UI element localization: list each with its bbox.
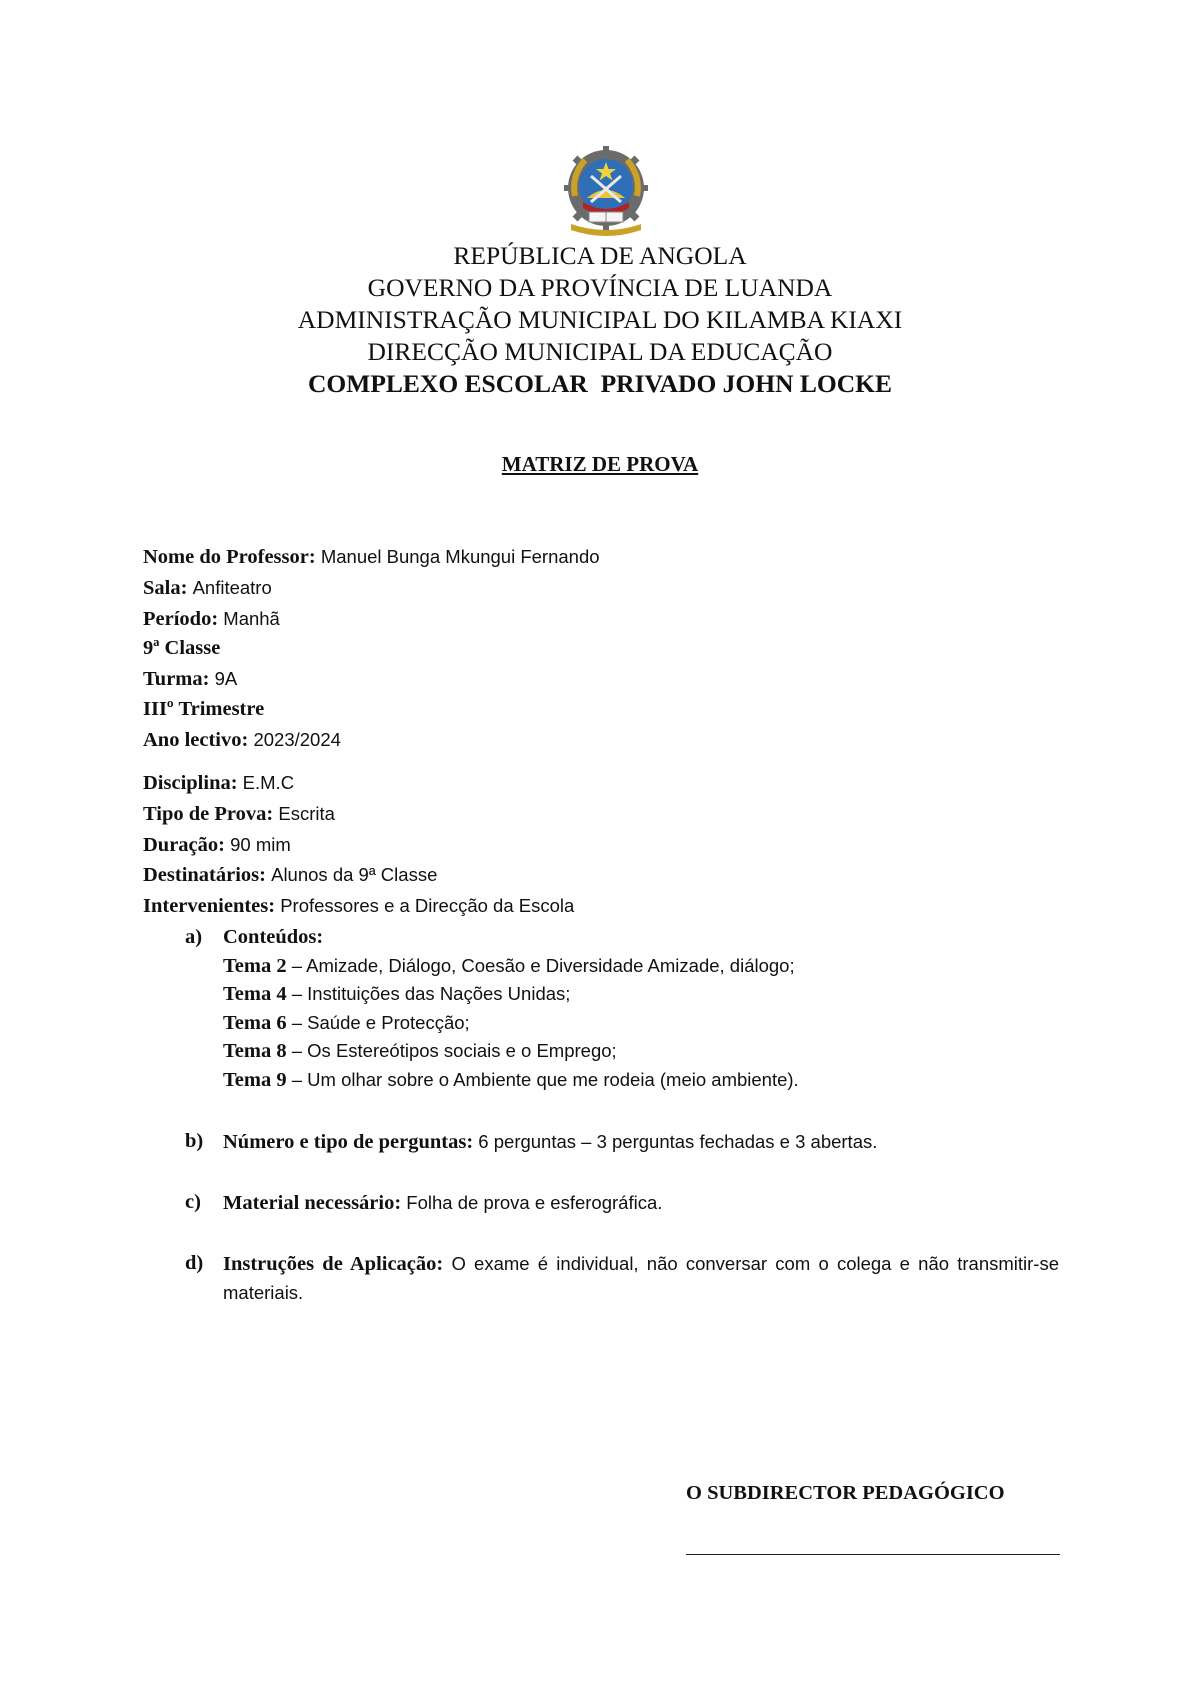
trimestre-label: IIIº Trimestre bbox=[143, 697, 265, 720]
signature-line bbox=[686, 1554, 1060, 1555]
header-line-government: GOVERNO DA PROVÍNCIA DE LUANDA bbox=[367, 273, 833, 302]
disciplina-label: Disciplina: bbox=[143, 772, 238, 794]
section-a-letter: a) bbox=[185, 926, 203, 948]
duracao-label: Duração: bbox=[143, 833, 225, 856]
sala-label: Sala: bbox=[143, 576, 188, 599]
section-d-text: O exame é individual, não conversar com o colega e não transmitir-se materiais. bbox=[223, 1253, 1060, 1303]
disciplina-value: E.M.C bbox=[242, 772, 295, 793]
sala-value: Anfiteatro bbox=[192, 576, 272, 598]
list-item: Tema 9 – Um olhar sobre o Ambiente que me rodeia (meio ambiente). bbox=[223, 1068, 799, 1091]
professor-row bbox=[143, 542, 600, 573]
header-line-administration: ADMINISTRAÇÃO MUNICIPAL DO KILAMBA KIAXI bbox=[297, 305, 903, 334]
duracao-row bbox=[143, 830, 574, 861]
exam-info bbox=[143, 768, 574, 922]
duracao-value: 90 mim bbox=[230, 833, 291, 855]
destinatarios-label: Destinatários: bbox=[143, 864, 266, 887]
document-header bbox=[0, 240, 1200, 400]
tipo-value: Escrita bbox=[278, 802, 335, 824]
header-line-republic: REPÚBLICA DE ANGOLA bbox=[453, 241, 747, 270]
ano-value: 2023/2024 bbox=[253, 728, 341, 750]
section-b-label: Número e tipo de perguntas: bbox=[223, 1131, 474, 1153]
intervenientes-label: Intervenientes: bbox=[143, 895, 276, 918]
teacher-info bbox=[143, 542, 600, 756]
classe-row bbox=[143, 634, 600, 664]
angola-coat-of-arms-icon bbox=[561, 146, 651, 236]
header-line-direction: DIRECÇÃO MUNICIPAL DA EDUCAÇÃO bbox=[367, 337, 833, 366]
periodo-value: Manhã bbox=[223, 607, 280, 629]
section-c-letter: c) bbox=[185, 1191, 201, 1213]
periodo-label: Período: bbox=[143, 607, 219, 630]
turma-row bbox=[143, 664, 600, 695]
section-d-letter: d) bbox=[185, 1252, 204, 1274]
classe-label: 9ª Classe bbox=[143, 637, 221, 660]
list-item: Tema 6 – Saúde e Protecção; bbox=[223, 1011, 470, 1034]
section-b-letter: b) bbox=[185, 1130, 204, 1152]
page-title: MATRIZ DE PROVA bbox=[501, 452, 699, 476]
tipo-label: Tipo de Prova: bbox=[143, 802, 274, 825]
periodo-row bbox=[143, 604, 600, 635]
intervenientes-row bbox=[143, 891, 574, 922]
intervenientes-value: Professores e a Direcção da Escola bbox=[280, 895, 575, 917]
list-item: Tema 4 – Instituições das Nações Unidas; bbox=[223, 983, 571, 1006]
turma-value: 9A bbox=[214, 668, 238, 690]
section-a-heading: Conteúdos: bbox=[223, 926, 324, 948]
ano-row bbox=[143, 725, 600, 756]
list-item: Tema 8 – Os Estereótipos sociais e o Emprego; bbox=[223, 1040, 617, 1063]
section-c-text: Folha de prova e esferográfica. bbox=[401, 1192, 663, 1213]
section-c-label: Material necessário: bbox=[223, 1192, 402, 1214]
list-item: Tema 2 – Amizade, Diálogo, Coesão e Diversidade Amizade, diálogo; bbox=[223, 954, 795, 977]
destinatarios-value: Alunos da 9ª Classe bbox=[271, 864, 438, 886]
sala-row bbox=[143, 573, 600, 604]
professor-value: Manuel Bunga Mkungui Fernando bbox=[320, 546, 600, 567]
school-name: COMPLEXO ESCOLAR PRIVADO JOHN LOCKE bbox=[308, 369, 892, 398]
tipo-row bbox=[143, 799, 574, 830]
section-a-body bbox=[223, 924, 799, 1095]
professor-label: Nome do Professor: bbox=[143, 546, 316, 568]
turma-label: Turma: bbox=[143, 668, 210, 691]
section-d-label: Instruções de Aplicação: bbox=[223, 1253, 444, 1275]
disciplina-row bbox=[143, 768, 574, 799]
destinatarios-row bbox=[143, 860, 574, 891]
signature-title: O SUBDIRECTOR PEDAGÓGICO bbox=[686, 1482, 1005, 1504]
trimestre-row bbox=[143, 695, 600, 725]
section-b-text: 6 perguntas – 3 perguntas fechadas e 3 abertas. bbox=[473, 1131, 878, 1152]
ano-label: Ano lectivo: bbox=[143, 728, 249, 751]
